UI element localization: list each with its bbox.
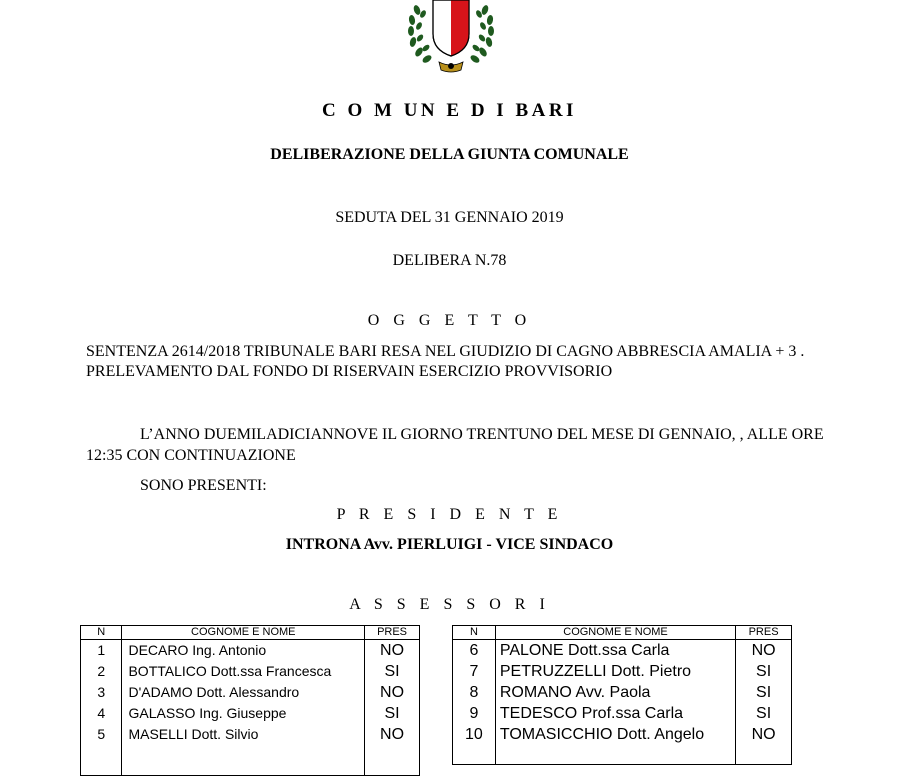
assessori-table-right [452, 625, 792, 765]
column-header-pres: PRES [365, 626, 420, 640]
table-row [453, 724, 792, 765]
row-name: GALASSO Ing. Giuseppe [122, 703, 365, 724]
row-name: BOTTALICO Dott.ssa Francesca [122, 661, 365, 682]
table-row [453, 661, 792, 682]
row-pres: SI [736, 661, 792, 682]
presenti-label: SONO PRESENTI: [140, 477, 267, 494]
row-number: 9 [453, 703, 496, 724]
table-row [81, 703, 420, 724]
anno-text: L’ANNO DUEMILADICIANNOVE IL GIORNO TRENTUNO DEL MESE DI GENNAIO, , ALLE ORE 12:35 CON CONTINUAZIONE [86, 426, 824, 464]
row-pres: NO [365, 724, 420, 745]
row-number: 4 [81, 703, 122, 724]
column-header-pres: PRES [736, 626, 792, 640]
row-name: PETRUZZELLI Dott. Pietro [495, 661, 735, 682]
row-number: 1 [81, 640, 122, 662]
row-number: 2 [81, 661, 122, 682]
row-pres: SI [365, 703, 420, 724]
table-row [453, 682, 792, 703]
table-row [453, 703, 792, 724]
table-row [81, 724, 420, 745]
anno-paragraph [86, 424, 846, 466]
column-header-n: N [453, 626, 496, 640]
row-name: PALONE Dott.ssa Carla [495, 640, 735, 662]
assessori-heading: A S S E S S O R I [349, 596, 550, 613]
oggetto-heading: O G G E T T O [367, 312, 532, 329]
coat-of-arms-icon [403, 0, 499, 78]
delibera-number: DELIBERA N.78 [392, 252, 507, 269]
row-name: D'ADAMO Dott. Alessandro [122, 682, 365, 703]
row-pres: NO [736, 724, 792, 765]
row-number: 3 [81, 682, 122, 703]
row-name: TEDESCO Prof.ssa Carla [495, 703, 735, 724]
row-number: 10 [453, 724, 496, 765]
table-row [81, 682, 420, 703]
row-number: 6 [453, 640, 496, 662]
table-row [81, 640, 420, 662]
row-pres: SI [736, 682, 792, 703]
row-name: TOMASICCHIO Dott. Angelo [495, 724, 735, 765]
table-row [81, 661, 420, 682]
row-name: DECARO Ing. Antonio [122, 640, 365, 662]
row-pres: NO [365, 682, 420, 703]
table-row-spacer [81, 745, 420, 776]
row-pres: NO [365, 640, 420, 662]
row-pres: NO [736, 640, 792, 662]
comune-title: C O M UN E D I BARI [322, 100, 577, 121]
row-number: 7 [453, 661, 496, 682]
oggetto-text: SENTENZA 2614/2018 TRIBUNALE BARI RESA NEL GIUDIZIO DI CAGNO ABBRESCIA AMALIA + 3 . PRELEVAMENTO DAL FONDO DI RISERVAIN ESERCIZIO PROVVISORIO [86, 343, 805, 380]
row-number: 5 [81, 724, 122, 745]
presidente-heading: P R E S I D E N T E [336, 506, 563, 523]
seduta-date: SEDUTA DEL 31 GENNAIO 2019 [335, 209, 564, 226]
row-number: 8 [453, 682, 496, 703]
deliberazione-title: DELIBERAZIONE DELLA GIUNTA COMUNALE [270, 146, 629, 163]
table-row [453, 640, 792, 662]
column-header-n: N [81, 626, 122, 640]
row-name: MASELLI Dott. Silvio [122, 724, 365, 745]
row-pres: SI [365, 661, 420, 682]
row-name: ROMANO Avv. Paola [495, 682, 735, 703]
row-pres: SI [736, 703, 792, 724]
column-header-nome: COGNOME E NOME [495, 626, 735, 640]
assessori-table-left [80, 625, 420, 776]
column-header-nome: COGNOME E NOME [122, 626, 365, 640]
presidente-name: INTRONA Avv. PIERLUIGI - VICE SINDACO [285, 536, 614, 553]
